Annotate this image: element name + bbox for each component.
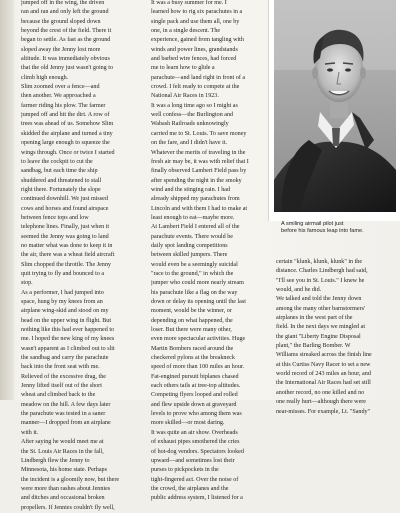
text-line: As a performer, I had jumped into bbox=[21, 289, 104, 296]
text-line: distance. Charles Lindbergh had said, bbox=[276, 268, 368, 275]
text-line: certain "klunk, klunk, klunk" in the bbox=[276, 259, 363, 265]
text-line: We talked and told the Jenny down bbox=[276, 296, 362, 303]
text-line: were more than rashes about Jennies bbox=[21, 485, 111, 492]
text-line: climb high enough. bbox=[21, 74, 69, 81]
text-line: on the fare, and I didn't have it. bbox=[151, 140, 228, 147]
text-line: seemed the Jenny was going to land bbox=[21, 233, 109, 240]
text-line: between fence tops and low bbox=[21, 214, 89, 221]
text-line: At Lambert Field I entered all of the bbox=[151, 224, 240, 231]
text-line: to leave the cockpit to cut the bbox=[21, 158, 93, 165]
text-line: wings through. Once or twice I started bbox=[21, 149, 115, 156]
text-line: checkered pylons at the breakneck bbox=[151, 355, 235, 362]
text-line: Jenny lifted itself out of the short bbox=[21, 383, 102, 390]
text-line: plant," the Barling Bomber. W bbox=[276, 343, 351, 350]
text-line: jumped off and hit the dirt. A row of bbox=[21, 112, 110, 119]
text-line: parachute events. There would be bbox=[151, 233, 233, 240]
text-line: learned how to rig six parachutes in a bbox=[151, 9, 243, 16]
text-line: head on the upper wing in flight. But bbox=[21, 317, 112, 324]
text-line: nothing like this had ever happened to bbox=[21, 327, 115, 334]
article-column-left bbox=[21, 0, 145, 513]
text-line: crowd. I felt ready to compete at the bbox=[151, 84, 240, 91]
text-line: It was quite an air show. Overheads bbox=[151, 429, 238, 436]
text-line: his parachute like a flag on the way bbox=[151, 289, 238, 296]
text-line: airplane wing-skid and stood on my bbox=[21, 308, 109, 315]
text-line: speed of more than 100 miles an hour. bbox=[151, 364, 245, 371]
text-line: It was a long time ago so I might as bbox=[151, 102, 238, 109]
text-line: then another. We approached a bbox=[21, 93, 96, 100]
text-line: even more spectacular activities. Huge bbox=[151, 336, 246, 343]
text-line: the sandbag and carry the parachute bbox=[21, 355, 109, 362]
text-line: ran and ran and only left the ground bbox=[21, 9, 109, 16]
text-line: that the old Jenny just wasn't going to bbox=[21, 65, 113, 72]
text-line: and ditches and occasional broken bbox=[21, 495, 105, 502]
text-line: meadow on the hill. A few days later bbox=[21, 401, 111, 408]
text-line: stop. bbox=[21, 280, 33, 287]
text-line: carried me to St. Louis. To save money bbox=[151, 130, 247, 137]
text-line: at this Curtiss Navy Racer to set a new bbox=[276, 361, 371, 368]
text-line: one, in a single descent. The bbox=[151, 28, 221, 35]
text-line: quit trying to fly and bounced to a bbox=[21, 270, 105, 277]
text-line: the giant "Liberty Engine Disposal bbox=[276, 333, 361, 340]
text-line: experience, gained from tangling with bbox=[151, 37, 244, 44]
text-line: the International Air Races had set still bbox=[276, 380, 371, 387]
text-line: well confess—the Burlington and bbox=[151, 112, 234, 119]
text-line: one really hurt—although there were bbox=[276, 399, 367, 406]
text-line: near-misses. For example, Lt. "Sandy" bbox=[276, 408, 371, 415]
text-line: the incident is a gloomily now, but there bbox=[21, 476, 120, 483]
text-line: me to learn how to glide a bbox=[151, 65, 215, 72]
text-line: of exhaust pipes smothered the cries bbox=[151, 439, 240, 446]
text-line: Slim zoomed over a fence—and bbox=[21, 84, 100, 91]
text-line: least enough to eat—maybe more. bbox=[151, 214, 235, 221]
text-line: National Air Races in 1923. bbox=[151, 93, 219, 100]
text-line: would, and he did. bbox=[276, 287, 322, 294]
text-line: Whatever the merits of traveling in the bbox=[151, 149, 246, 156]
text-line: levels to prove who among them was bbox=[151, 411, 242, 418]
text-line: airplanes in the west part of the bbox=[276, 315, 353, 322]
text-line: daily spot landing competitions bbox=[151, 242, 228, 249]
text-line: opening large enough to squeeze the bbox=[21, 140, 110, 147]
pilot-portrait-image bbox=[274, 0, 396, 212]
text-line: Competing flyers looped and rolled bbox=[151, 392, 238, 399]
text-line: "I'll see you in St. Louis." I knew he bbox=[276, 277, 365, 284]
text-line: manner—I dropped from an airplane bbox=[21, 420, 111, 427]
text-line: already shipped my parachutes from bbox=[151, 196, 240, 203]
text-line: field. In the next days we mingled at bbox=[276, 324, 366, 331]
text-line: began to settle. As fast as the ground bbox=[21, 37, 111, 44]
text-line: Lincoln and with them I had to make at bbox=[151, 205, 248, 212]
text-line: It was a busy summer for me. I bbox=[151, 0, 227, 6]
text-line: Martin Bombers raced around the bbox=[151, 345, 234, 352]
text-line: skidded the airplane and turned a tiny bbox=[21, 130, 113, 137]
text-line: Minnesota, his home state. Perhaps bbox=[21, 467, 107, 474]
text-line: Relieved of the excessive drag, the bbox=[21, 373, 106, 380]
text-line: farmer riding his plow. The farmer bbox=[21, 102, 106, 109]
pilot-portrait-photo bbox=[274, 0, 396, 212]
text-line: Wabash Railroads unknowingly bbox=[151, 121, 229, 128]
text-line: the crowd, the airplanes and the bbox=[151, 485, 229, 492]
text-line: trees was ahead of us. Somehow Slim bbox=[21, 121, 114, 128]
text-line: Fat-engined pursuit biplanes chased bbox=[151, 373, 239, 380]
text-line: public address system, I listened for a bbox=[151, 495, 243, 502]
text-line: the parachute was tested in a saner bbox=[21, 411, 106, 418]
text-line: among the many other barnstormers' bbox=[276, 305, 366, 312]
photo-caption-line: A smiling airmail pilot just bbox=[281, 221, 344, 227]
text-line: loser. But there were many other, bbox=[151, 327, 232, 334]
text-line: back into the front seat with me. bbox=[21, 364, 100, 371]
text-line: tight-fingered act. Over the noise of bbox=[151, 476, 239, 483]
article-column-middle bbox=[151, 0, 263, 504]
text-line: down or delay its opening until the last bbox=[151, 299, 246, 305]
text-line: sloped away the Jenny lost more bbox=[21, 46, 101, 53]
text-line: shuddered and threatened to stall bbox=[21, 177, 102, 184]
text-line: and barbed wire fences, had forced bbox=[151, 56, 237, 63]
text-line: me. I hoped the new king of my knees bbox=[21, 336, 115, 343]
text-line: right there. Fortunately the slope bbox=[21, 186, 101, 193]
text-line: jumper who could more nearly stream bbox=[151, 280, 244, 287]
text-line: fresh air may be, it was with relief that I bbox=[151, 158, 249, 165]
text-line: world record of 243 miles an hour, and bbox=[276, 371, 371, 378]
text-line: after spending the night in the smoky bbox=[151, 177, 242, 184]
text-line: the air, there was a wheat field aircraft bbox=[21, 252, 115, 259]
text-line: no matter what was done to keep it in bbox=[21, 242, 113, 249]
page-gutter-shadow bbox=[0, 0, 14, 400]
text-line: and flew upside down at graveyard bbox=[151, 401, 237, 408]
text-line: would even be a seemingly suicidal bbox=[151, 261, 238, 268]
text-line: jumped off in the wing, the driven bbox=[21, 0, 105, 6]
text-line: telephone lines. Finally, just when it bbox=[21, 224, 110, 231]
text-line: with it. bbox=[21, 429, 39, 436]
text-line: of hot-dog vendors. Spectators looked bbox=[151, 448, 244, 455]
text-line: wasn't apparent as I climbed out to slit bbox=[21, 345, 115, 352]
text-line: moment, would be the winner, or bbox=[151, 308, 232, 315]
text-line: finally observed Lambert Field pass by bbox=[151, 168, 247, 175]
text-line: sandbag, but each time the ship bbox=[21, 168, 98, 175]
text-line: altitude. It was immediately obvious bbox=[21, 56, 110, 63]
text-line: depending on what happened, the bbox=[151, 317, 233, 324]
text-line: After saying he would meet me at bbox=[21, 439, 104, 446]
article-column-right-lower bbox=[276, 258, 398, 417]
text-line: Slim chopped the throttle. The Jenny bbox=[21, 261, 111, 268]
text-line: Williams streaked across the finish line bbox=[276, 352, 372, 359]
text-line: the St. Louis Air Races in the fall, bbox=[21, 448, 104, 455]
text-line: propellers. If Jennies couldn't fly well, bbox=[21, 504, 115, 511]
text-line: between skilled jumpers. There bbox=[151, 252, 228, 259]
text-line: wheat and climbed back to the bbox=[21, 392, 96, 399]
text-line: winds and power lines, grandstands bbox=[151, 46, 238, 53]
text-line: single pack and use them all, one by bbox=[151, 18, 240, 25]
text-line: Lindbergh flew the Jenny to bbox=[21, 457, 90, 464]
text-line: continued downhill. We just missed bbox=[21, 196, 108, 203]
text-line: upward—and sometimes lost their bbox=[151, 457, 235, 464]
text-line: cows and horses and found airspace bbox=[21, 205, 109, 212]
text-line: "race to the ground," in which the bbox=[151, 270, 234, 277]
text-line: space, hung by my knees from an bbox=[21, 299, 103, 305]
text-line: wind and the stinging rain. I had bbox=[151, 186, 231, 193]
text-line: another record, no one killed and no bbox=[276, 389, 365, 396]
text-line: beyond the crest of the field. There it bbox=[21, 28, 112, 35]
photo-caption-line: before his famous leap into fame. bbox=[281, 228, 364, 235]
text-line: parachute—and land right in front of a bbox=[151, 74, 246, 81]
text-line: each others tails at tree-top altitudes. bbox=[151, 383, 241, 390]
text-line: purses to pickpockets in the bbox=[151, 467, 219, 474]
photo-caption bbox=[281, 221, 399, 236]
text-line: more skilled—or most daring. bbox=[151, 420, 225, 427]
text-line: because the ground sloped down bbox=[21, 18, 101, 25]
